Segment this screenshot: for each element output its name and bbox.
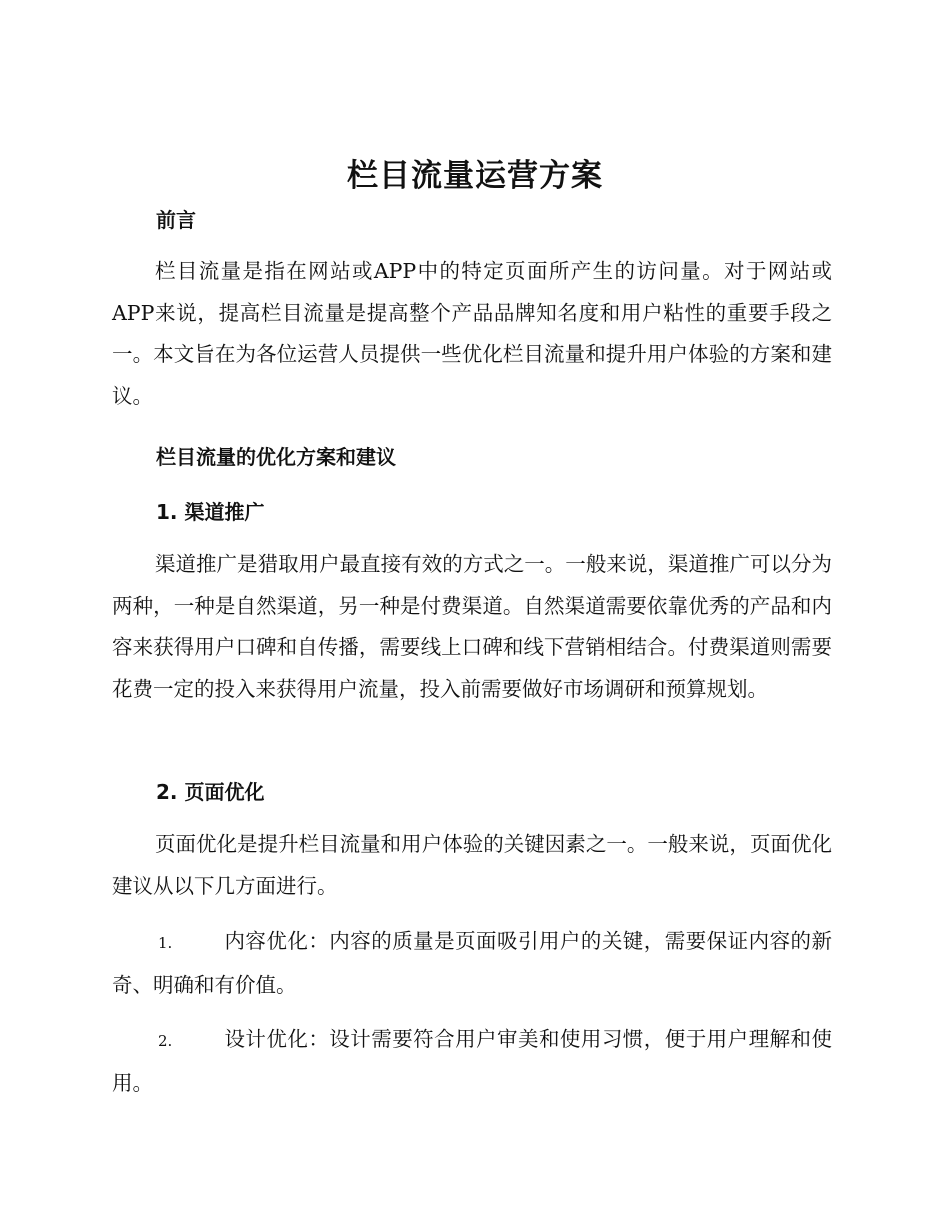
list-item-text: 设计优化：设计需要符合用户审美和使用习惯，便于用户理解和使用。	[112, 1027, 832, 1095]
channel-promotion-heading: 1. 渠道推广	[156, 500, 265, 524]
list-item	[112, 921, 832, 1006]
list-item-number: 2.	[158, 1032, 173, 1050]
optimization-heading: 栏目流量的优化方案和建议	[156, 445, 396, 469]
page-optimization-paragraph: 页面优化是提升栏目流量和用户体验的关键因素之一。一般来说，页面优化建议从以下几方面进行。	[112, 832, 832, 898]
list-item-text: 内容优化：内容的质量是页面吸引用户的关键，需要保证内容的新奇、明确和有价值。	[112, 929, 832, 997]
channel-promotion-paragraph: 渠道推广是猎取用户最直接有效的方式之一。一般来说，渠道推广可以分为两种，一种是自然渠道，另一种是付费渠道。自然渠道需要依靠优秀的产品和内容来获得用户口碑和自传播，需要线上口碑和线下营销相结合。付费渠道则需要花费一定的投入来获得用户流量，投入前需要做好市场调研和预算规划。	[112, 552, 832, 701]
preface-paragraph: 栏目流量是指在网站或APP中的特定页面所产生的访问量。对于网站或APP来说，提高栏目流量是提高整个产品品牌知名度和用户粘性的重要手段之一。本文旨在为各位运营人员提供一些优化栏目流量和提升用户体验的方案和建议。	[112, 259, 832, 408]
document-title: 栏目流量运营方案	[347, 158, 603, 194]
preface-heading: 前言	[156, 208, 196, 232]
list-item-number: 1.	[158, 934, 173, 952]
list-item	[112, 1019, 832, 1104]
page-optimization-heading: 2. 页面优化	[156, 780, 265, 804]
